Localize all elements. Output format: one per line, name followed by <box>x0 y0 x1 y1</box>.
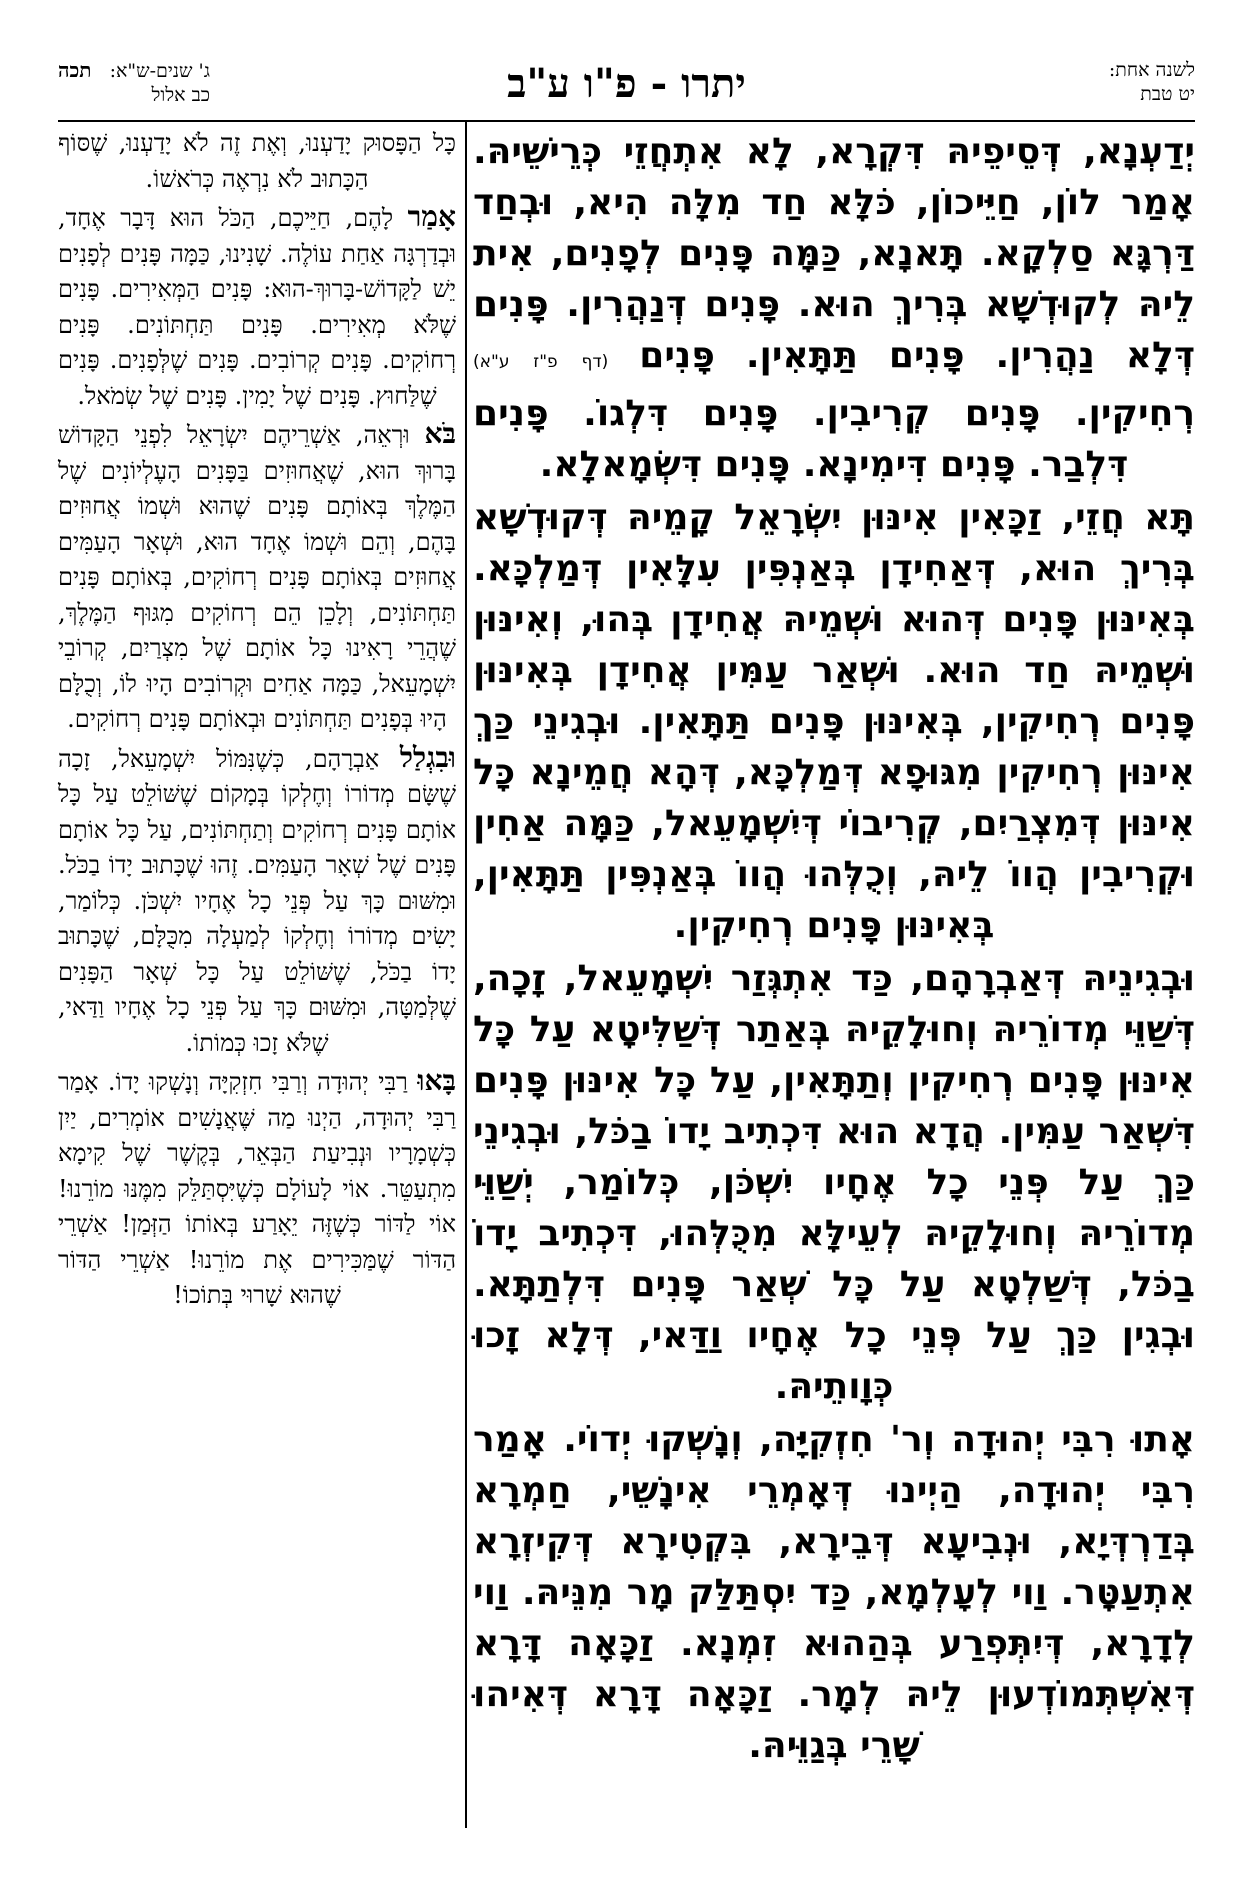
opening-word: אָמַר <box>407 200 456 233</box>
column-divider <box>465 120 467 1828</box>
main-paragraph-2: תָּא חֲזֵי, זַכָּאִין אִינּוּן יִשְׂרָאֵל קָמֵיהּ דְּקוּדְשָׁא בְּרִיךְ הוּא, דְּאַחִידָן בְּאַנְפִּין עִלָּאִין דְּמַלְכָּא. בְּאִינּוּן פָּנִים דְּהוּא וּשְׁמֵיהּ אֲחִידָן בְּהוּ, וְאִינּוּן וּשְׁמֵיהּ חַד הוּא. וּשְׁאַר עַמִּין אֲחִידָן בְּאִינּוּן פָּנִים רְחִיקִין, בְּאִינּוּן פָּנִים תַּתָּאִין. וּבְגִינֵי כַּךְ אִינּוּן רְחִיקִין מִגּוּפָא דְּמַלְכָּא, דְּהָא חֲמֵינָא כָּל אִינּוּן דְּמִצְרַיִם, קְרִיבוֹי דְּיִשְׁמָעֵאל, כַּמָּה אַחִין וּקְרִיבִין הֲווֹ לֵיהּ, וְכֻלְּהוּ הֲווֹ בְּאַנְפִּין תַּתָּאִין, בְּאִינּוּן פָּנִים רְחִיקִין. <box>473 497 1195 946</box>
header-divider <box>58 120 1195 122</box>
main-paragraph-4: אָתוּ רִבִּי יְהוּדָה וְר' חִזְקִיָּה, וְנָשְׁקוּ יְדוֹי. אָמַר רִבִּי יְהוּדָה, הַיְינוּ דְּאָמְרֵי אִינָשֵׁי, חַמְרָא בְּדַרְדְּיָא, וּנְבִיעָא דְּבֵירָא, בִּקְטִירָא דְּקִיזְרָא אִתְעַטָּר. וַוי לְעָלְמָא, כַּד יִסְתַּלַּק מָר מִנֵּיהּ. וַוי לְדָרָא, דְּיִתְּפְרַע בְּהַהוּא זִמְנָא. זַכָּאָה דָּרָא דְּאִשְׁתְּמוֹדְעוּן לֵיהּ לְמָר. זַכָּאָה דָּרָא דְּאִיהוּ שָׁרֵי בְּגַוֵּיהּ. <box>473 1419 1195 1766</box>
side-paragraph-2: אָמַר לָהֶם, חַיֵּיכֶם, הַכֹּל הוּא דָּבָר אֶחָד, וּבְדַרְגָּה אַחַת עוֹלֶה. שָׁנִינוּ, כַּמָּה פָּנִים לְפָנִים יֵשׁ לַקָּדוֹשׁ-בָּרוּךְ-הוּא: פָּנִים הַמְּאִירִים. פָּנִים שֶׁלֹּא מְאִירִים. פָּנִים תַּחְתּוֹנִים. פָּנִים רְחוֹקִים. פָּנִים קְרוֹבִים. פָּנִים שֶׁלְּפָנִים. פָּנִים שֶׁלַּחוּץ. פָּנִים שֶׁל יָמִין. פָּנִים שֶׁל שְׂמֹאל. <box>58 200 456 410</box>
years-label: ג' שנים-ש"א: <box>109 60 211 82</box>
side-paragraph-3: בֹּא וּרְאֵה, אַשְׁרֵיהֶם יִשְׂרָאֵל לִפְנֵי הַקָּדוֹשׁ בָּרוּךְ הוּא, שֶׁאֲחוּזִים בַּפָּנִים הָעֶלְיוֹנִים שֶׁל הַמֶּלֶךְ בְּאוֹתָם פָּנִים שֶׁהוּא וּשְׁמוֹ אֲחוּזִים בָּהֶם, וְהֵם וּשְׁמוֹ אֶחָד הוּא, וּשְׁאָר הָעַמִּים אֲחוּזִים בְּאוֹתָם פָּנִים רְחוֹקִים, בְּאוֹתָם פָּנִים תַּחְתּוֹנִים, וְלָכֵן הֵם רְחוֹקִים מִגּוּף הַמֶּלֶךְ, שֶׁהֲרֵי רָאִינוּ כָּל אוֹתָם שֶׁל מִצְרַיִם, קְרוֹבֵי יִשְׁמָעֵאל, כַּמָּה אַחִים וּקְרוֹבִים הָיוּ לוֹ, וְכֻלָּם הָיוּ בְּפָנִים תַּחְתּוֹנִים וּבְאוֹתָם פָּנִים רְחוֹקִים. <box>58 417 456 733</box>
opening-word: וּבִגְלַל <box>399 740 456 774</box>
date-right: יט טבת <box>1140 83 1195 105</box>
page-title: יתרו - פ"ו ע"ב <box>507 60 746 107</box>
header-right <box>1109 58 1195 106</box>
zohar-text-column <box>473 126 1195 1773</box>
main-paragraph-3: וּבְגִינֵיהּ דְּאַבְרָהָם, כַּד אִתְגְּזַר יִשְׁמָעֵאל, זָכָה, דְּשַׁוֵּי מְדוֹרֵיהּ וְחוּלָקֵיהּ בְּאַתַר דְּשַׁלִּיטָא עַל כָּל אִינּוּן פָּנִים רְחִיקִין וְתַתָּאִין, עַל כָּל אִינּוּן פָּנִים דִּשְׁאַר עַמִּין. הֲדָא הוּא דִּכְתִיב יָדוֹ בַכֹּל, וּבְגִינֵי כַּךְ עַל פְּנֵי כָל אֶחָיו יִשְׁכֹּן, כְּלוֹמַר, יְשַׁוֵּי מְדוֹרֵיהּ וְחוּלָקֵיהּ לְעֵילָּא מִכֻּלְּהוּ, דִּכְתִיב יָדוֹ בַכֹּל, דְּשַׁלְטָא עַל כָּל שְׁאַר פָּנִים דִּלְתַתָּא. וּבְגִין כַּךְ עַל פְּנֵי כָל אֶחָיו וַדַּאי, דְּלָא זָכוּ כְּוָותֵיהּ. <box>473 958 1195 1407</box>
page-header <box>58 58 1195 120</box>
opening-word: בֹּא <box>424 417 456 450</box>
page-reference: (דף פ"ז ע"א) <box>473 352 609 372</box>
side-paragraph-4: וּבִגְלַל אַבְרָהָם, כְּשֶׁנִּמּוֹל יִשְׁמָעֵאל, זָכָה שֶׁשָּׂם מְדוֹרוֹ וְחֶלְקוֹ בְּמָקוֹם שֶׁשּׁוֹלֵט עַל כָּל אוֹתָם פָּנִים רְחוֹקִים וְתַחְתּוֹנִים, עַל כָּל אוֹתָם פָּנִים שֶׁל שְׁאָר הָעַמִּים. זֶהוּ שֶׁכָּתוּב יָדוֹ בַכֹּל. וּמִשּׁוּם כָּךְ עַל פְּנֵי כָל אֶחָיו יִשְׁכֹּן. כְּלוֹמַר, יָשִׂים מְדוֹרוֹ וְחֶלְקוֹ לְמַעְלָה מִכֻּלָּם, שֶׁכָּתוּב יָדוֹ בַכֹּל, שֶׁשּׁוֹלֵט עַל כָּל שְׁאָר הַפָּנִים שֶׁלְּמַטָּה, וּמִשּׁוּם כָּךְ עַל פְּנֵי כָל אֶחָיו וַדַּאי, שֶׁלֹּא זָכוּ כְּמוֹתוֹ. <box>58 740 456 1057</box>
translation-column <box>58 126 456 1316</box>
side-paragraph-5: בָּאוּ רַבִּי יְהוּדָה וְרַבִּי חִזְקִיָּה וְנָשְׁקוּ יָדוֹ. אָמַר רַבִּי יְהוּדָה, הַיְנוּ מַה שֶּׁאֲנָשִׁים אוֹמְרִים, יַיִן כְּשְׁמָרָיו וּנְבִיעַת הַבְּאֵר, בְּקֶשֶׁר שֶׁל קִימָא מִתְעַטֵּר. אוֹי לָעוֹלָם כְּשֶׁיִּסְתַּלֵּק מִמֶּנּוּ מוֹרֵנוּ! אוֹי לַדּוֹר כְּשֶׁזֶּה יֵאָרַע בְּאוֹתוֹ הַזְּמַן! אַשְׁרֵי הַדּוֹר שֶׁמַּכִּירִים אֶת מוֹרֵנוּ! אַשְׁרֵי הַדּוֹר שֶׁהוּא שָׁרוּי בְּתוֹכוֹ! <box>58 1064 456 1309</box>
page-number: תכה <box>58 58 92 82</box>
main-paragraph-1: יְדַעְנָא, דְּסֵיפֵיהּ דִּקְרָא, לָא אִתְחֲזֵי כְּרֵישֵׁיהּ. אָמַר לוֹן, חַיֵּיכוֹן, כֹּלָּא חַד מִלָּה הִיא, וּבְחַד דַּרְגָּא סַלְקָא. תָּאנָא, כַּמָּה פָּנִים לְפָנִים, אִית לֵיהּ לְקוּדְשָׁא בְּרִיךְ הוּא. פָּנִים דְּנַהֲרִין. פָּנִים דְּלָא נַהֲרִין. פָּנִים תַּתָּאִין. פָּנִים (דף פ"ז ע"א) רְחִיקִין. פָּנִים קְרִיבִין. פָּנִים דִּלְגוֹ. פָּנִים דִּלְבַר. פָּנִים דִּימִינָא. פָּנִים דִּשְׂמָאלָא. <box>473 131 1195 485</box>
year-right: לשנה אחת: <box>1108 59 1195 81</box>
side-paragraph-1: כָּל הַפָּסוּק יָדַעְנוּ, וְאֶת זֶה לֹא יָדַעְנוּ, שֶׁסּוֹף הַכָּתוּב לֹא נִרְאֶה כְּרֹאשׁוֹ. <box>58 129 456 193</box>
date-left: כב אלול <box>151 84 211 106</box>
opening-word: בָּאוּ <box>417 1064 456 1097</box>
